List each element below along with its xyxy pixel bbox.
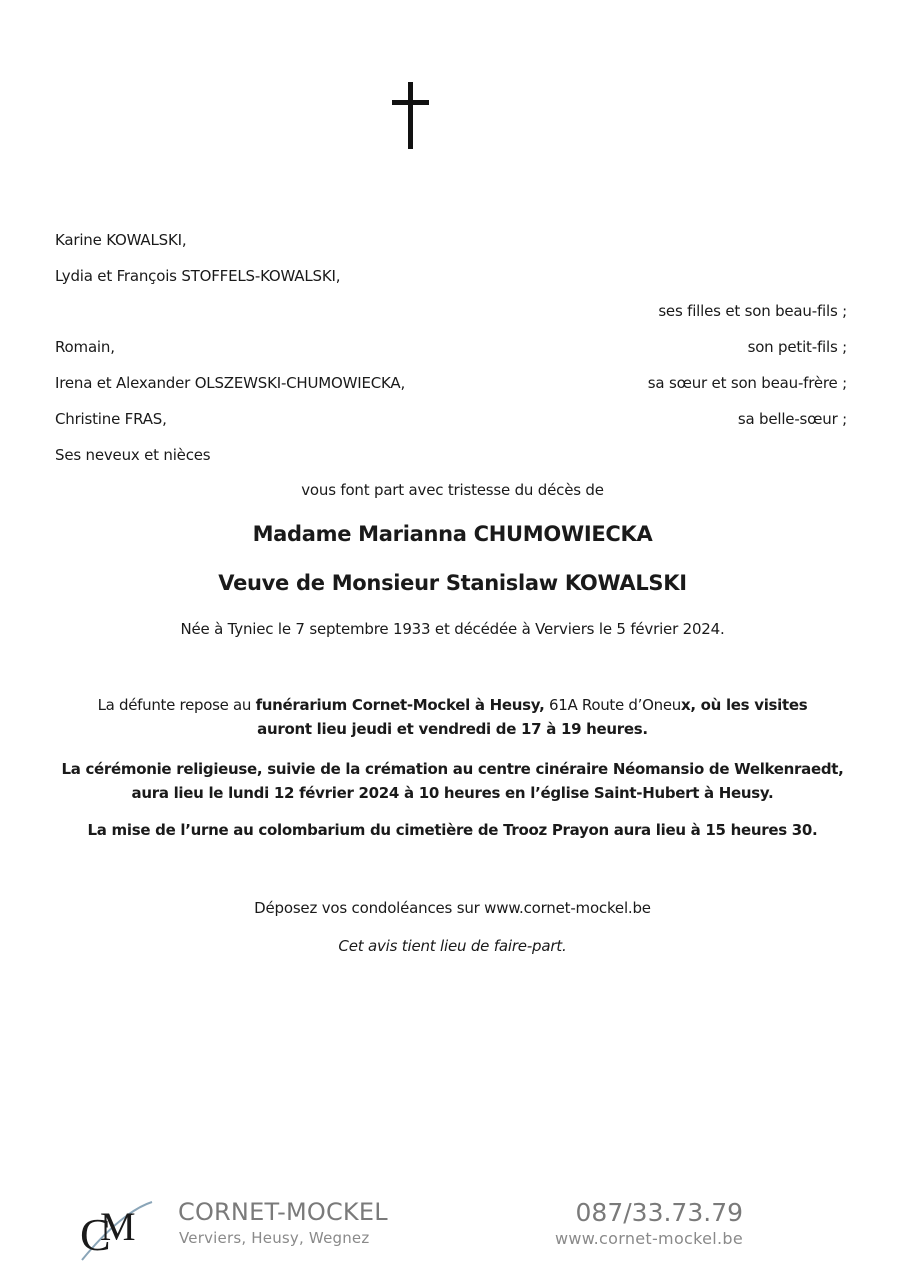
condolences-text: Déposez vos condoléances sur www.cornet-mockel.be — [254, 899, 651, 917]
family-member-name: Ses neveux et nièces — [55, 446, 211, 464]
family-member-name: Lydia et François STOFFELS-KOWALSKI, — [55, 267, 341, 285]
birth-death-dates: Née à Tyniec le 7 septembre 1933 et décédée à Verviers le 5 février 2024. — [180, 620, 725, 638]
deceased-name: Madame Marianna CHUMOWIECKA — [252, 522, 653, 546]
svg-text:C: C — [80, 1209, 111, 1260]
brand-locations: Verviers, Heusy, Wegnez — [179, 1229, 370, 1247]
website-link[interactable]: www.cornet-mockel.be — [554, 1229, 743, 1248]
family-relation: son petit-fils ; — [747, 338, 847, 356]
notice-text: Cet avis tient lieu de faire-part. — [338, 937, 567, 955]
family-member-name: Karine KOWALSKI, — [55, 231, 187, 249]
family-member-name: Romain, — [55, 338, 115, 356]
ceremony-line-2: aura lieu le lundi 12 février 2024 à 10 heures en l’église Saint-Hubert à Heusy. — [131, 784, 774, 802]
ceremony-line-1: La cérémonie religieuse, suivie de la crémation au centre cinéraire Néomansio de Welkenraedt, — [61, 760, 844, 778]
phone-number: 087/33.73.79 — [575, 1198, 743, 1227]
address: 61A Route d’Oneu — [544, 696, 681, 714]
visit-hours: auront lieu jeudi et vendredi de 17 à 19 heures. — [257, 720, 648, 738]
family-relation: sa belle-sœur ; — [737, 410, 847, 428]
cornet-mockel-logo — [78, 1198, 158, 1264]
brand-name: CORNET-MOCKEL — [178, 1198, 388, 1226]
urn-info — [0, 818, 905, 842]
funeral-home: funérarium Cornet-Mockel à Heusy, — [255, 696, 545, 714]
rest-prefix: La défunte repose au — [97, 696, 256, 714]
widow-of: Veuve de Monsieur Stanislaw KOWALSKI — [218, 571, 687, 595]
family-relation: ses filles et son beau-fils ; — [658, 302, 847, 320]
cross-icon — [392, 82, 430, 150]
family-relation: sa sœur et son beau-frère ; — [647, 374, 847, 392]
svg-text:M: M — [100, 1204, 136, 1249]
visits-intro: x, où les visites — [680, 696, 808, 714]
ceremony-info — [0, 757, 905, 805]
urn-text: La mise de l’urne au colombarium du cimetière de Trooz Prayon aura lieu à 15 heures 30. — [87, 821, 818, 839]
visitation-info — [0, 693, 905, 741]
announcement-text: vous font part avec tristesse du décès de — [301, 481, 604, 499]
family-member-name: Christine FRAS, — [55, 410, 167, 428]
family-member-name: Irena et Alexander OLSZEWSKI-CHUMOWIECKA, — [55, 374, 406, 392]
